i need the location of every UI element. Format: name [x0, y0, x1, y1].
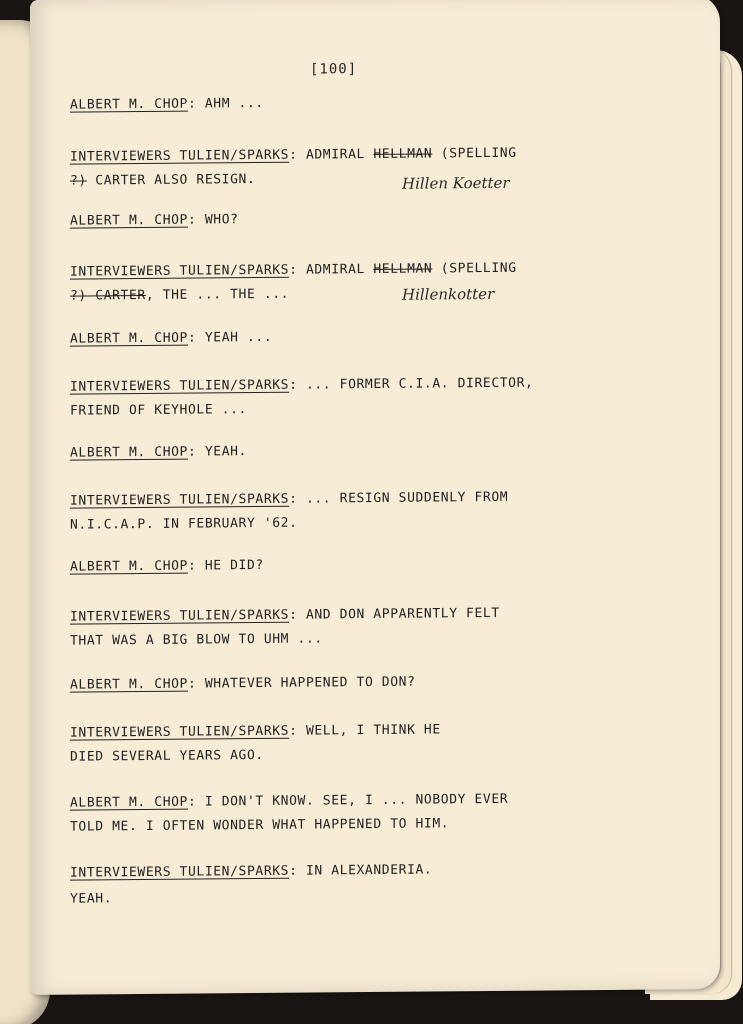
dialogue-text: (SPELLING — [432, 145, 517, 162]
speaker-name: INTERVIEWERS TULIEN/SPARKS — [70, 377, 290, 395]
transcript-line — [70, 212, 239, 228]
transcript-line — [70, 376, 533, 395]
dialogue-text: : YEAH ... — [187, 329, 273, 346]
dialogue-text: (SPELLING — [432, 260, 517, 277]
transcript-line — [70, 675, 416, 693]
speaker-name: INTERVIEWERS TULIEN/SPARKS — [70, 262, 290, 280]
handwritten-correction: Hillenkotter — [402, 284, 495, 304]
speaker-name: ALBERT M. CHOP — [70, 96, 188, 113]
transcript-line — [70, 172, 255, 189]
speaker-name: ALBERT M. CHOP — [70, 676, 188, 693]
transcript-line — [70, 96, 264, 113]
transcript-line — [70, 444, 247, 461]
dialogue-text: : WHATEVER HAPPENED TO DON? — [187, 674, 416, 692]
speaker-name: INTERVIEWERS TULIEN/SPARKS — [70, 863, 290, 881]
transcript-line — [70, 261, 517, 280]
dialogue-text: : IN ALEXANDERIA. — [289, 862, 433, 879]
page-number: [100] — [310, 61, 358, 78]
struck-text: HELLMAN — [373, 261, 433, 278]
transcript-line — [70, 606, 500, 625]
transcript-line — [70, 748, 264, 765]
dialogue-text: : AHM ... — [187, 95, 264, 112]
speaker-name: INTERVIEWERS TULIEN/SPARKS — [70, 607, 290, 625]
speaker-name: ALBERT M. CHOP — [70, 558, 188, 575]
transcript-page — [30, 0, 720, 995]
dialogue-text: : ... RESIGN SUDDENLY FROM — [289, 489, 509, 507]
transcript-line — [70, 722, 441, 740]
dialogue-text: THAT WAS A BIG BLOW TO UHM ... — [70, 631, 323, 649]
dialogue-text: : AND DON APPARENTLY FELT — [289, 605, 500, 623]
dialogue-text: CARTER ALSO RESIGN. — [86, 172, 256, 189]
dialogue-text: : ADMIRAL — [289, 147, 374, 163]
transcript-line — [70, 287, 289, 304]
transcript-line — [70, 631, 323, 648]
transcript-line — [70, 792, 508, 811]
dialogue-text: : HE DID? — [187, 557, 264, 574]
dialogue-text: : YEAH. — [187, 444, 247, 460]
speaker-name: INTERVIEWERS TULIEN/SPARKS — [70, 723, 290, 741]
struck-text: ?) CARTER — [70, 287, 146, 304]
dialogue-text: , THE ... THE ... — [145, 286, 290, 303]
transcript-line — [70, 490, 508, 509]
dialogue-text: YEAH. — [70, 891, 113, 907]
handwritten-correction: Hillen Koetter — [402, 173, 510, 193]
speaker-name: ALBERT M. CHOP — [70, 212, 188, 229]
dialogue-text: : I DON'T KNOW. SEE, I ... NOBODY EVER — [187, 791, 509, 810]
transcript-line — [70, 402, 247, 419]
dialogue-text: TOLD ME. I OFTEN WONDER WHAT HAPPENED TO HIM. — [70, 816, 450, 835]
transcript-line — [70, 862, 432, 880]
speaker-name: INTERVIEWERS TULIEN/SPARKS — [70, 491, 290, 509]
transcript-line — [70, 816, 449, 834]
transcript-line — [70, 330, 272, 347]
speaker-name: INTERVIEWERS TULIEN/SPARKS — [70, 147, 290, 165]
transcript-line — [70, 516, 298, 533]
struck-text: HELLMAN — [373, 146, 433, 163]
dialogue-text: : WELL, I THINK HE — [289, 722, 441, 739]
dialogue-text: FRIEND OF KEYHOLE ... — [70, 402, 247, 419]
struck-text: ?) — [70, 173, 87, 189]
dialogue-text: N.I.C.A.P. IN FEBRUARY '62. — [70, 515, 298, 533]
dialogue-text: DIED SEVERAL YEARS AGO. — [70, 747, 264, 765]
dialogue-text: : ... FORMER C.I.A. DIRECTOR, — [289, 375, 534, 393]
transcript-line — [70, 891, 112, 906]
transcript-line — [70, 146, 517, 165]
transcript-line — [70, 558, 264, 575]
speaker-name: ALBERT M. CHOP — [70, 444, 188, 461]
speaker-name: ALBERT M. CHOP — [70, 330, 188, 347]
dialogue-text: : WHO? — [187, 212, 239, 228]
dialogue-text: : ADMIRAL — [289, 262, 374, 278]
speaker-name: ALBERT M. CHOP — [70, 794, 188, 811]
